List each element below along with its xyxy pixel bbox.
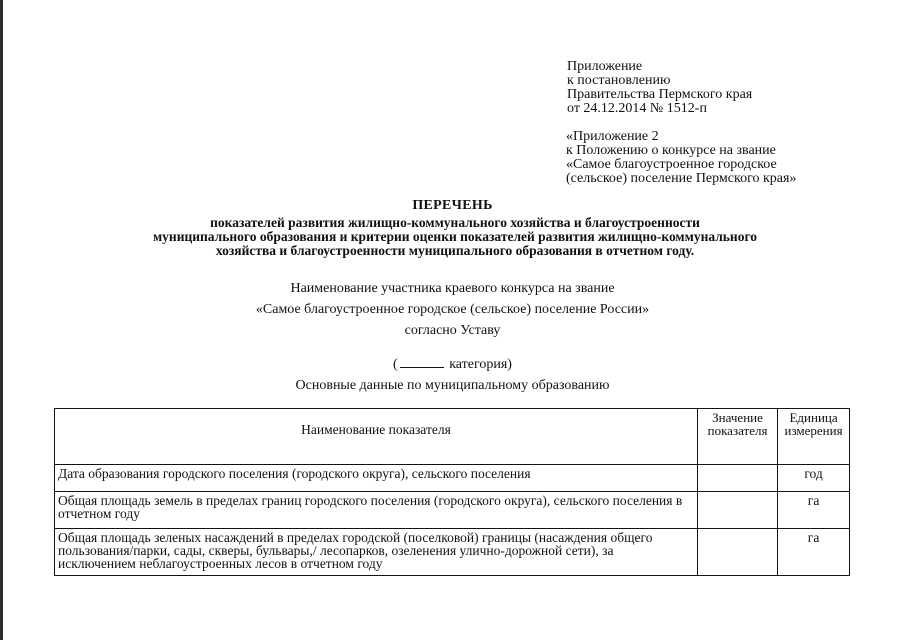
header-indicator-value bbox=[697, 409, 777, 465]
indicator-value-cell bbox=[697, 492, 777, 529]
indicators-table bbox=[54, 408, 850, 576]
category-line bbox=[0, 354, 905, 375]
appendix-reference bbox=[567, 60, 887, 116]
header-unit-line: Единица bbox=[789, 410, 838, 425]
table-row bbox=[55, 492, 850, 529]
indicator-unit-cell: год bbox=[778, 465, 850, 492]
indicator-name-cell: Общая площадь зеленых насаждений в пределах городской (поселковой) границы (насаждения общего пользования/парки, сады, скверы, бульвары,/ лесопарков, озеленения улично-дорожной сети), за исключением неблагоустроенных лесов в отчетном году bbox=[55, 529, 698, 576]
appendix2-line: (сельское) поселение Пермского края» bbox=[566, 171, 797, 186]
participant-block bbox=[0, 278, 905, 341]
appendix2-line: «Самое благоустроенное городское bbox=[566, 157, 777, 172]
subtitle-line: хозяйства и благоустроенности муниципального образования в отчетном году. bbox=[215, 243, 695, 258]
category-blank bbox=[400, 355, 444, 368]
document-subtitle bbox=[60, 216, 850, 258]
header-unit-line: измерения bbox=[784, 423, 843, 438]
appendix2-line: «Приложение 2 bbox=[566, 129, 659, 144]
table-row bbox=[55, 529, 850, 576]
document-title: ПЕРЕЧЕНЬ bbox=[412, 198, 493, 213]
header-indicator-name: Наименование показателя bbox=[55, 409, 698, 465]
table-header-row bbox=[55, 409, 850, 465]
header-value-line: Значение bbox=[712, 410, 763, 425]
appendix-line: от 24.12.2014 № 1512-п bbox=[567, 101, 707, 116]
participant-line: согласно Уставу bbox=[404, 323, 501, 338]
indicator-name-cell: Общая площадь земель в пределах границ городского поселения (городского округа), сельского поселения в отчетном году bbox=[55, 492, 698, 529]
appendix2-line: к Положению о конкурсе на звание bbox=[566, 143, 776, 158]
subtitle-line: показателей развития жилищно-коммунального хозяйства и благоустроенности bbox=[210, 215, 700, 230]
appendix-line: к постановлению bbox=[567, 73, 671, 88]
table-row bbox=[55, 465, 850, 492]
basic-data-heading: Основные данные по муниципальному образованию bbox=[295, 378, 610, 393]
header-unit bbox=[778, 409, 850, 465]
subtitle-line: муниципального образования и критерии оценки показателей развития жилищно-коммунального bbox=[152, 229, 758, 244]
appendix-line: Правительства Пермского края bbox=[567, 87, 753, 102]
participant-line: Наименование участника краевого конкурса на звание bbox=[290, 281, 615, 296]
category-label: категория) bbox=[449, 357, 512, 372]
indicator-name-cell: Дата образования городского поселения (городского округа), сельского поселения bbox=[55, 465, 698, 492]
appendix-line: Приложение bbox=[567, 59, 643, 74]
indicator-value-cell bbox=[697, 529, 777, 576]
category-open-paren: ( bbox=[393, 357, 398, 372]
indicator-value-cell bbox=[697, 465, 777, 492]
header-value-line: показателя bbox=[707, 423, 768, 438]
participant-line: «Самое благоустроенное городское (сельское) поселение России» bbox=[255, 302, 650, 317]
indicator-unit-cell: га bbox=[778, 492, 850, 529]
category-block bbox=[0, 354, 905, 396]
indicator-unit-cell: га bbox=[778, 529, 850, 576]
appendix2-reference bbox=[566, 130, 886, 186]
